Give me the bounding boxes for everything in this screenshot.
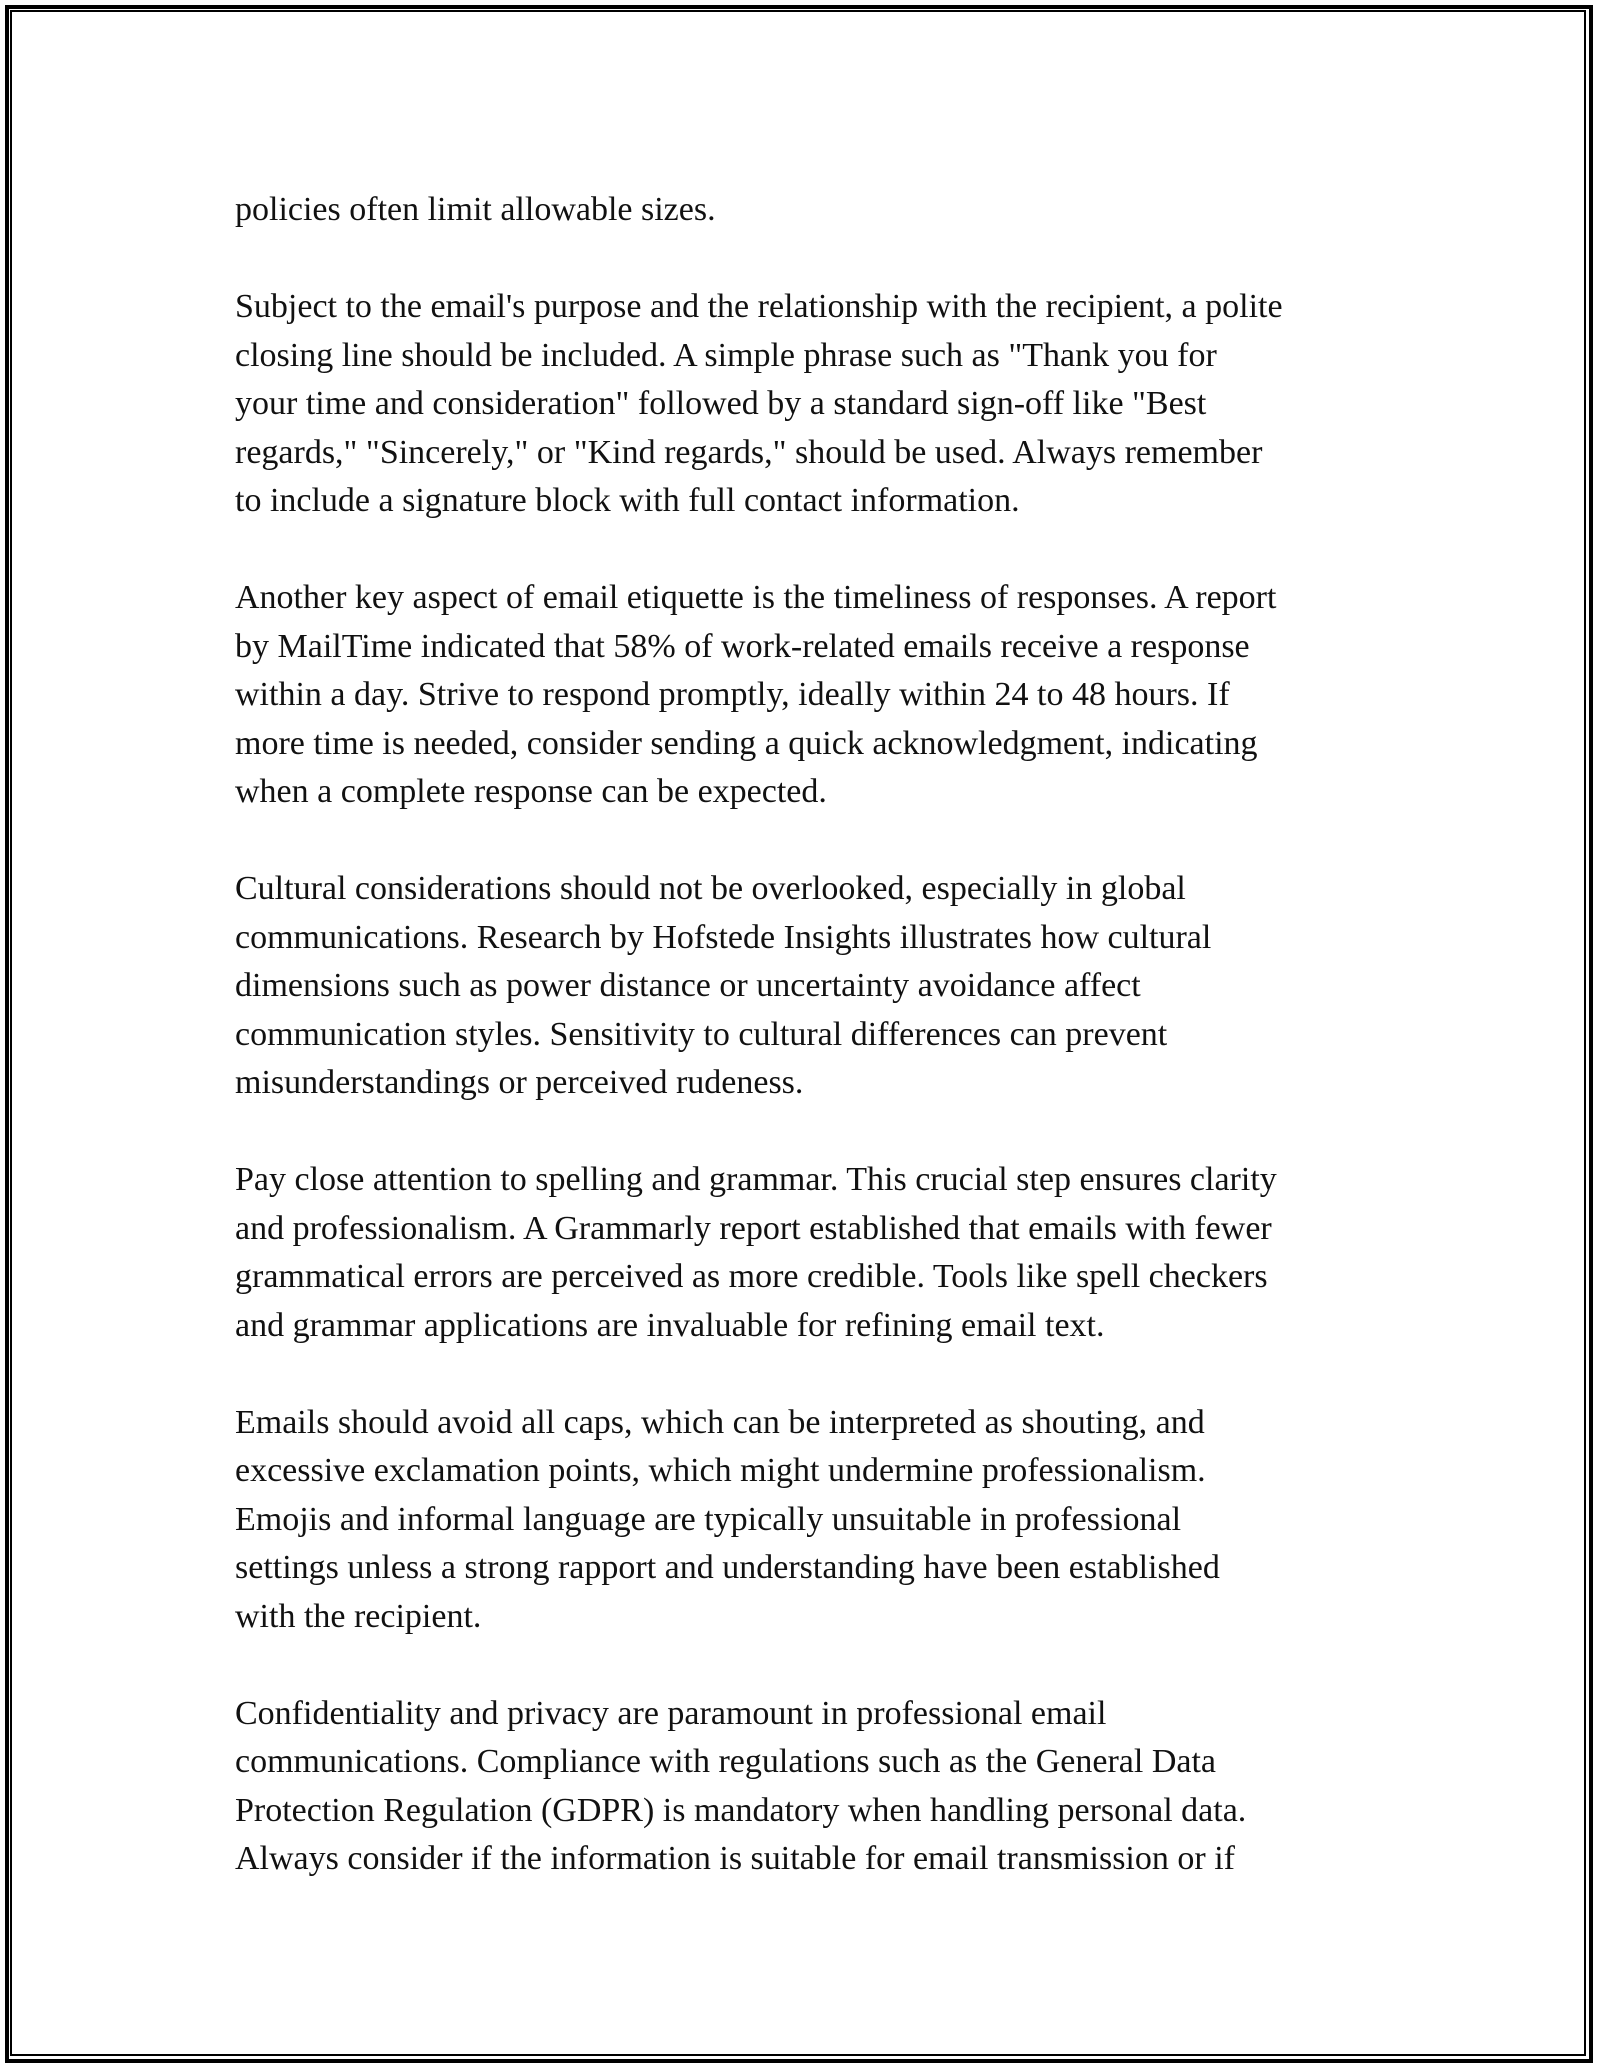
text-line: more time is needed, consider sending a quick acknowledgment, indicating [235, 724, 1258, 762]
text-line: closing line should be included. A simple phrase such as "Thank you for [235, 336, 1217, 374]
text-line: Emails should avoid all caps, which can be interpreted as shouting, and [235, 1403, 1205, 1441]
text-line: communications. Research by Hofstede Insights illustrates how cultural [235, 918, 1212, 956]
text-line: Protection Regulation (GDPR) is mandatory when handling personal data. [235, 1791, 1247, 1829]
text-line: when a complete response can be expected. [235, 773, 827, 810]
text-line: Confidentiality and privacy are paramount in professional email [235, 1694, 1107, 1732]
text-line: and professionalism. A Grammarly report established that emails with fewer [235, 1209, 1272, 1247]
paragraph [235, 1690, 1385, 1884]
paragraph [235, 186, 1385, 235]
document-body [235, 186, 1385, 1932]
text-line: settings unless a strong rapport and understanding have been established [235, 1549, 1220, 1586]
paragraph [235, 574, 1385, 817]
text-line: Cultural considerations should not be overlooked, especially in global [235, 870, 1186, 907]
text-line: with the recipient. [235, 1597, 482, 1635]
text-line: by MailTime indicated that 58% of work-related emails receive a response [235, 627, 1250, 665]
paragraph [235, 1156, 1385, 1350]
text-line: Another key aspect of email etiquette is the timeliness of responses. A report [235, 579, 1277, 616]
text-line: and grammar applications are invaluable for refining email text. [235, 1306, 1105, 1344]
text-line: Always consider if the information is suitable for email transmission or if [235, 1840, 1235, 1877]
text-line: regards," "Sincerely," or "Kind regards," should be used. Always remember [235, 433, 1263, 471]
text-line: Pay close attention to spelling and grammar. This crucial step ensures clarity [235, 1161, 1277, 1198]
text-line: grammatical errors are perceived as more credible. Tools like spell checkers [235, 1258, 1268, 1295]
text-line: communication styles. Sensitivity to cultural differences can prevent [235, 1015, 1168, 1053]
text-line: your time and consideration" followed by a standard sign-off like "Best [235, 385, 1207, 422]
text-line: excessive exclamation points, which might undermine professionalism. [235, 1452, 1206, 1489]
text-line: misunderstandings or perceived rudeness. [235, 1064, 804, 1101]
paragraph [235, 865, 1385, 1108]
text-line: within a day. Strive to respond promptly, ideally within 24 to 48 hours. If [235, 676, 1230, 713]
paragraph [235, 283, 1385, 526]
text-line: policies often limit allowable sizes. [235, 191, 716, 228]
paragraph [235, 1399, 1385, 1642]
text-line: communications. Compliance with regulations such as the General Data [235, 1743, 1217, 1780]
text-line: to include a signature block with full contact information. [235, 482, 1020, 519]
text-line: Emojis and informal language are typically unsuitable in professional [235, 1500, 1182, 1538]
text-line: Subject to the email's purpose and the relationship with the recipient, a polite [235, 288, 1283, 325]
text-line: dimensions such as power distance or uncertainty avoidance affect [235, 967, 1141, 1004]
